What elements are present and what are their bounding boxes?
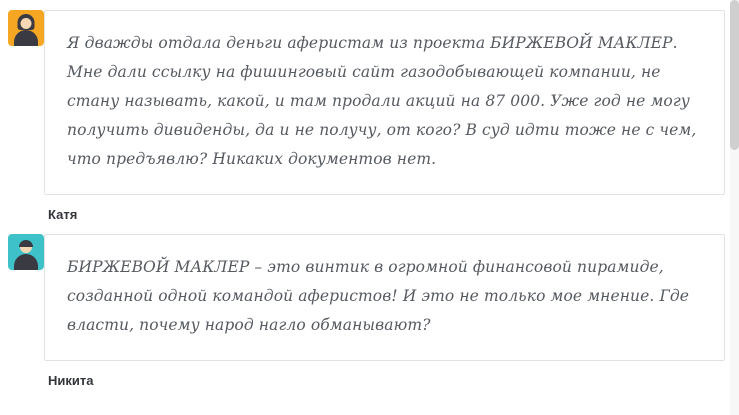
comment-bubble bbox=[44, 10, 725, 195]
avatar-body-shape bbox=[14, 30, 38, 46]
scrollbar-thumb[interactable] bbox=[730, 0, 739, 150]
user-avatar-female-icon bbox=[8, 10, 44, 46]
avatar-container bbox=[0, 234, 44, 270]
avatar-container bbox=[0, 10, 44, 46]
avatar-body-shape bbox=[14, 254, 38, 270]
page-scrollbar[interactable] bbox=[730, 0, 739, 415]
comment-text: БИРЖЕВОЙ МАКЛЕР – это винтик в огромной финансовой пирамиде, созданной одной командой аферистов! И это не только мое мнение. Где власти, почему народ нагло обманывают? bbox=[67, 258, 690, 334]
comment-body bbox=[44, 234, 739, 388]
user-avatar-male-icon bbox=[8, 234, 44, 270]
list-item bbox=[0, 10, 739, 222]
comment-author: Катя bbox=[48, 207, 78, 222]
list-item bbox=[0, 234, 739, 388]
comment-bubble bbox=[44, 234, 725, 361]
comment-text: Я дважды отдала деньги аферистам из проекта БИРЖЕВОЙ МАКЛЕР. Мне дали ссылку на фишинговый сайт газодобывающей компании, не стану называть, какой, и там продали акций на 87 000. Уже год не могу получить дивиденды, да и не получу, от кого? В суд идти тоже не с чем, что предъявлю? Никаких документов нет. bbox=[67, 34, 697, 168]
avatar-hair-shape bbox=[19, 240, 33, 247]
avatar-face-shape bbox=[21, 18, 32, 29]
comment-author: Никита bbox=[48, 373, 94, 388]
comment-body bbox=[44, 10, 739, 222]
